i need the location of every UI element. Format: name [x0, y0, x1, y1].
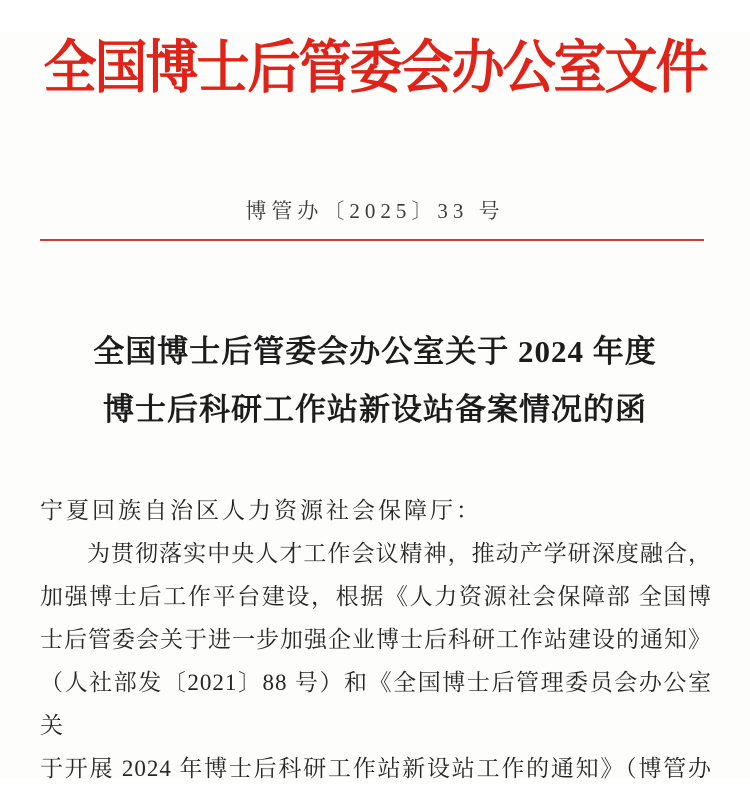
paragraph-line: 于开展 2024 年博士后科研工作站新设站工作的通知》（博管办 [40, 755, 712, 781]
paragraph-line: （人社部发〔2021〕88 号）和《全国博士后管理委员会办公室关 [40, 669, 712, 738]
salutation-line: 宁夏回族自治区人力资源社会保障厅： [40, 497, 482, 523]
document-number: 博管办〔2025〕33 号 [245, 198, 505, 223]
document-title-line2: 博士后科研工作站新设站备案情况的函 [103, 391, 647, 427]
document-page [0, 32, 750, 779]
red-divider-line [40, 239, 704, 241]
document-body [40, 489, 712, 790]
document-title-line1: 全国博士后管委会办公室关于 2024 年度 [93, 333, 657, 369]
paragraph-line: 为贯彻落实中央人才工作会议精神，推动产学研深度融合， [87, 540, 712, 566]
letterhead-org-title: 全国博士后管委会办公室文件 [43, 37, 707, 101]
paragraph-line: 加强博士后工作平台建设，根据《人力资源社会保障部 全国博 [40, 583, 712, 609]
document-title [0, 323, 750, 439]
paragraph-line: 士后管委会关于进一步加强企业博士后科研工作站建设的通知》 [40, 626, 712, 652]
